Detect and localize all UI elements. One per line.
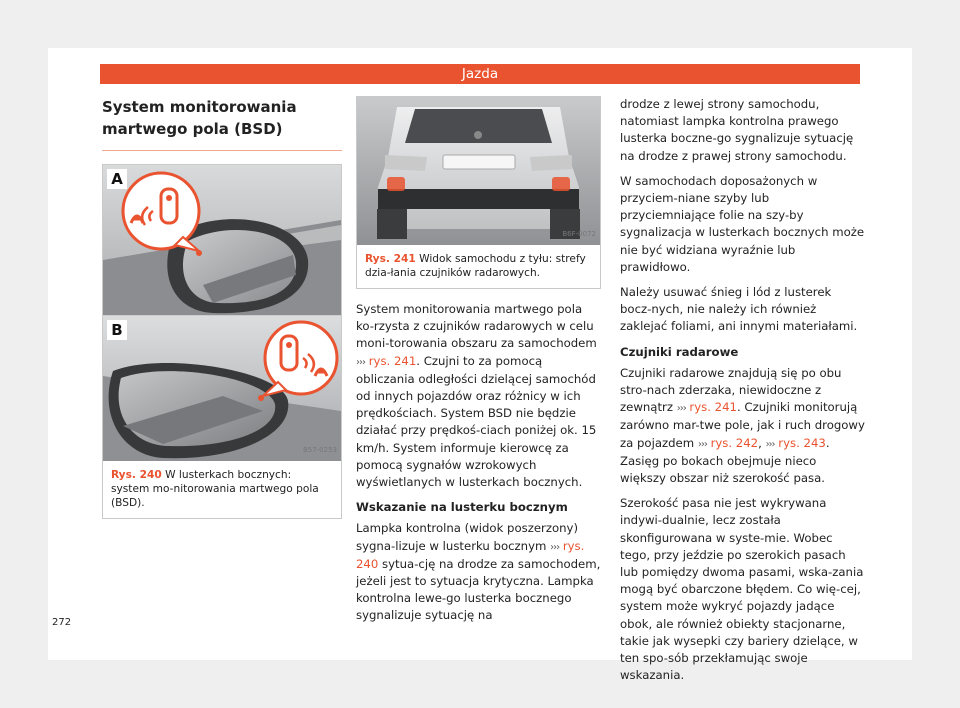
link-rys-243[interactable]: rys. 243 xyxy=(778,435,826,450)
figure-240-caption xyxy=(103,461,341,518)
intro-text-end: . Czujni to za pomocą obliczania odległości dzielącej samochód od innych pojazdów oraz różnicy w ich prędkościach. System BSD nie będzie działać przy prędkoś-ciach poniżej ok. 15 km/h. System informuje kierowcę za pomocą sygnałów wzrokowych wyświetlanych w lusterkach bocznych. xyxy=(356,353,597,490)
radar-text-mid: . Czujniki monitorują zarówno mar-twe pole, jak i ruch drogowy za pojazdem xyxy=(620,400,865,450)
section-title: System monitorowania martwego pola (BSD) xyxy=(102,98,297,138)
paragraph-lane-width: Szerokość pasa nie jest wykrywana indywi-dualnie, lecz została skonfigurowana w syste-mie. Wobec tego, przy jeździe po szerokich pasach lub pomiędzy dwoma pasami, wska-zania mogą być obarczone błędem. Co wię-cej, system może wykryć pojazdy jadące obok, ale również obiekty stacjonarne, takie jak wysepki czy bariery dzielące, w ten spo-sób przekłamując swoje wskazania. xyxy=(620,496,864,683)
figure-241 xyxy=(356,96,601,289)
figure-240-number: Rys. 240 xyxy=(111,469,162,481)
figure-240-code: B57-0253 xyxy=(302,445,337,454)
link-rys-240[interactable]: rys. 240 xyxy=(356,538,585,571)
radar-text-end: . Zasięg po bokach obejmuje nieco większy obszar niż szerokość pasa. xyxy=(620,435,830,486)
subheading-radar-sensors: Czujniki radarowe xyxy=(620,344,739,359)
mirror-illustration-right xyxy=(103,316,341,461)
figure-240-panel-b xyxy=(103,315,341,461)
mirror-text-end: sytua-cję na drodze za samochodem, jeżeli jest to sytuacja krytyczna. Lampka kontrolna lewe-go lusterka bocznego sygnalizuje sytuację na xyxy=(356,556,601,623)
link-rys-241[interactable]: rys. 241 xyxy=(368,353,417,368)
intro-text-start: System monitorowania martwego pola ko-rzysta z czujników radarowych w celu moni-torowania obszaru za samochodem xyxy=(356,302,597,351)
paragraph-tinted-windows: W samochodach doposażonych w przyciem-niane szyby lub przyciemniające folie na szy-by sygnalizacja w lusterkach bocznych może nie być widziana wyraźnie lub prawidłowo. xyxy=(620,173,865,274)
figure-241-caption xyxy=(357,245,600,288)
column-1 xyxy=(102,96,342,519)
mirror-text-start: Lampka kontrolna (widok poszerzony) sygna-lizuje w lusterku bocznym xyxy=(356,521,579,553)
link-rys-242[interactable]: rys. 242 xyxy=(710,435,759,450)
figure-241-caption-text: Widok samochodu z tyłu: strefy dzia-łania czujników radarowych. xyxy=(365,253,586,279)
figure-240-panel-a xyxy=(103,165,341,315)
figure-240 xyxy=(102,164,342,519)
figure-241-number: Rys. 241 xyxy=(365,253,416,265)
xref-marker: ››› xyxy=(697,438,707,450)
paragraph-mirror-indicator xyxy=(356,520,601,624)
xref-marker: ››› xyxy=(676,403,686,415)
figure-241-image xyxy=(357,97,600,245)
ref-separator: , xyxy=(758,435,762,450)
chapter-header: Jazda xyxy=(100,64,860,84)
page-number: 272 xyxy=(52,617,72,628)
figure-240-caption-text: W lusterkach bocznych: system mo-nitorowania martwego pola (BSD). xyxy=(111,469,319,509)
column-2 xyxy=(356,96,601,633)
xref-marker: ››› xyxy=(765,438,775,450)
figure-241-code: B6F-0072 xyxy=(562,229,596,238)
xref-marker: ››› xyxy=(356,356,365,368)
paragraph-clean-mirrors: Należy usuwać śnieg i lód z lusterek bocz-nych, nie należy ich również zaklejać foliami, ani innymi materiałami. xyxy=(620,285,858,334)
paragraph-intro xyxy=(356,301,601,491)
mirror-illustration-left xyxy=(103,165,341,315)
panel-a-label: A xyxy=(107,169,127,189)
paragraph-right-lamp: drodze z lewej strony samochodu, natomiast lampka kontrolna prawego lusterka boczne-go sygnalizuje sytuację na drodze z prawej strony samochodu. xyxy=(620,97,854,163)
paragraph-radar-sensors xyxy=(620,365,865,487)
radar-text-start: Czujniki radarowe znajdują się po obu stro-nach zderzaka, niewidoczne z zewnątrz xyxy=(620,365,842,415)
link-rys-241-b[interactable]: rys. 241 xyxy=(689,400,737,415)
car-rear-illustration xyxy=(357,97,600,245)
column-3 xyxy=(620,96,865,693)
panel-b-label: B xyxy=(107,320,127,340)
xref-marker: ››› xyxy=(550,541,560,553)
subheading-mirror-indicator: Wskazanie na lusterku bocznym xyxy=(356,500,568,515)
section-divider xyxy=(102,150,342,151)
